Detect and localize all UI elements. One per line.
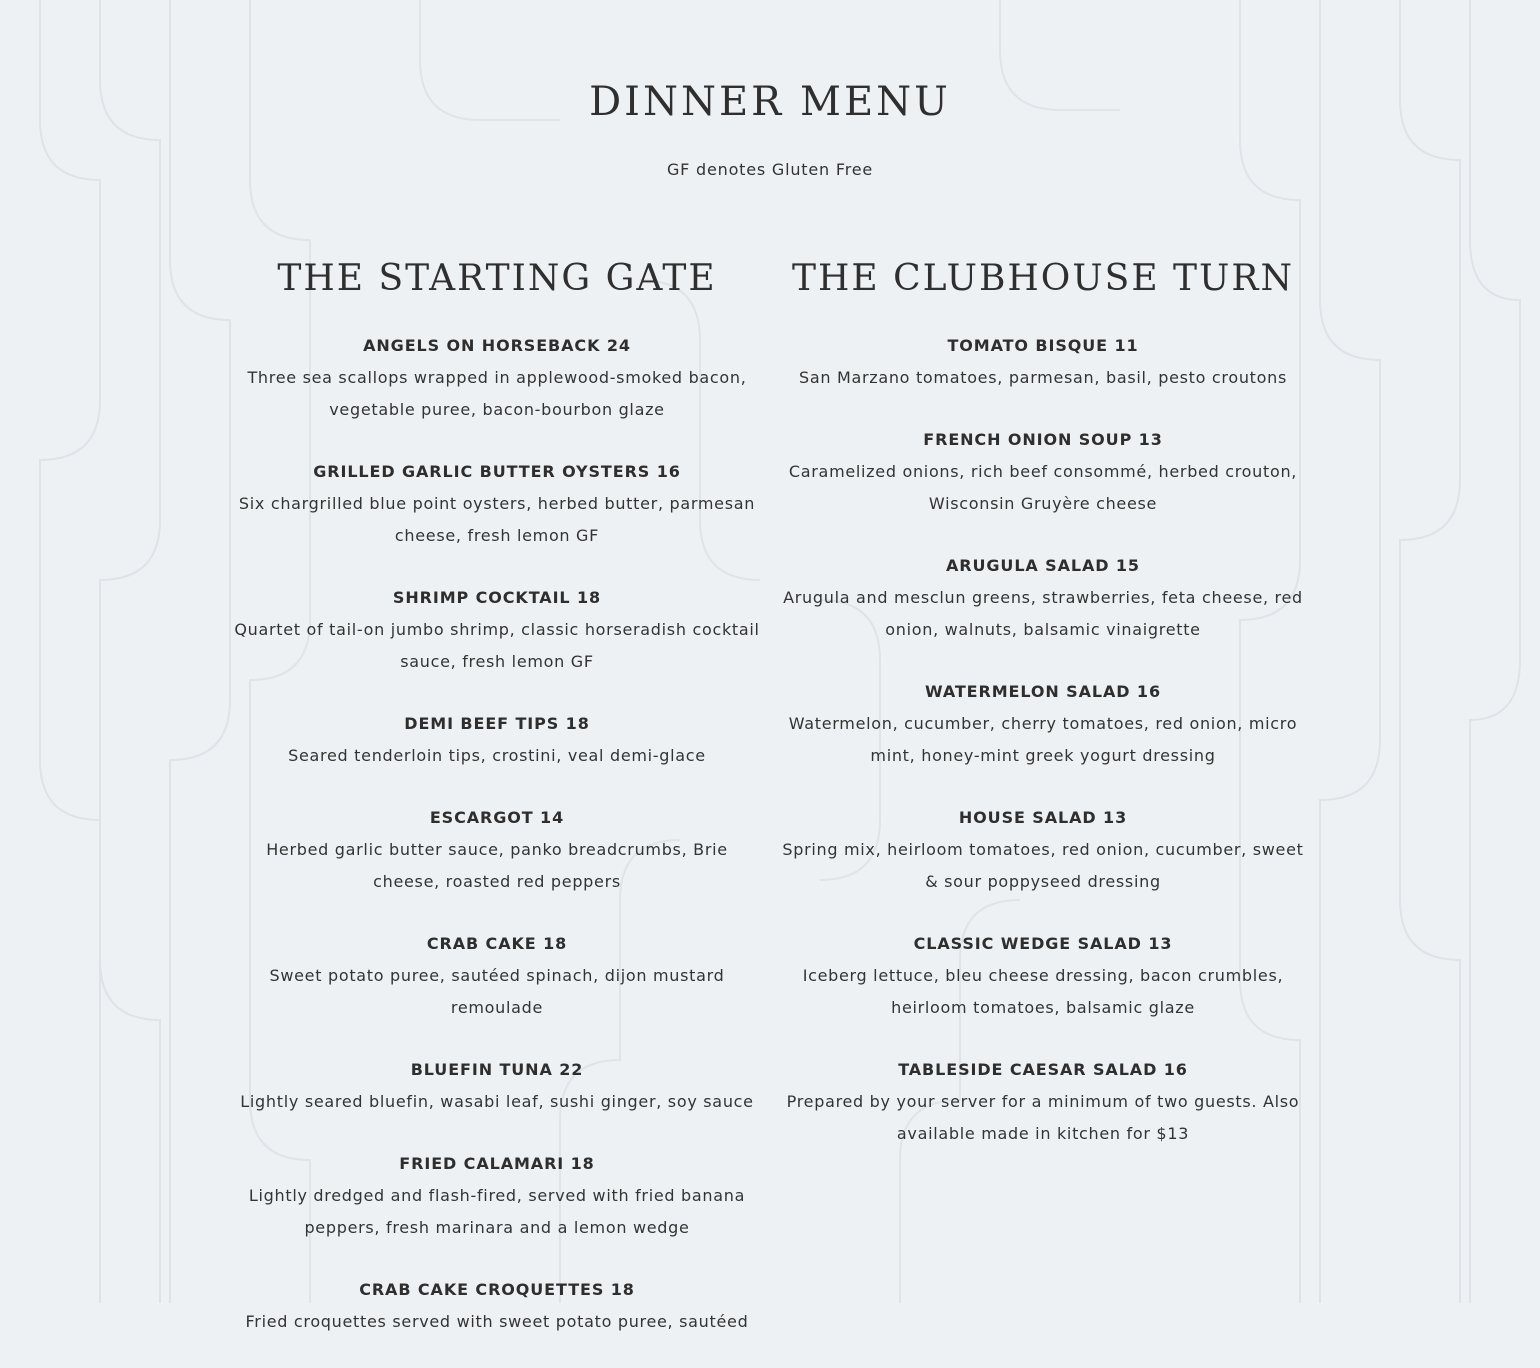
item-name: CRAB CAKE CROQUETTES 18	[359, 1280, 635, 1299]
item-name: ANGELS ON HORSEBACK 24	[363, 336, 631, 355]
menu-item	[778, 676, 1308, 772]
item-description: Fried croquettes served with sweet potato puree, sautéed	[245, 1312, 749, 1331]
item-name: ESCARGOT 14	[429, 808, 565, 827]
item-description: Sweet potato puree, sautéed spinach, dijon mustard remoulade	[269, 966, 725, 1017]
item-description: Seared tenderloin tips, crostini, veal demi-glace	[288, 746, 706, 765]
menu-item	[232, 928, 762, 1024]
item-name: FRENCH ONION SOUP 13	[923, 430, 1163, 449]
item-name: HOUSE SALAD 13	[958, 808, 1128, 827]
menu-item	[232, 708, 762, 772]
menu-item	[232, 1148, 762, 1244]
item-name: TOMATO BISQUE 11	[947, 336, 1139, 355]
section-starting-gate	[232, 254, 762, 1368]
item-name: FRIED CALAMARI 18	[399, 1154, 595, 1173]
item-description: Watermelon, cucumber, cherry tomatoes, red onion, micro mint, honey-mint greek yogurt dressing	[788, 714, 1298, 765]
item-name: TABLESIDE CAESAR SALAD 16	[898, 1060, 1188, 1079]
menu-item	[778, 928, 1308, 1024]
item-name: DEMI BEEF TIPS 18	[404, 714, 590, 733]
menu-item	[232, 1274, 762, 1338]
item-description: Three sea scallops wrapped in applewood-smoked bacon, vegetable puree, bacon-bourbon glaze	[247, 368, 747, 419]
item-name: CRAB CAKE 18	[426, 934, 568, 953]
item-description: Quartet of tail-on jumbo shrimp, classic horseradish cocktail sauce, fresh lemon GF	[234, 620, 760, 671]
menu-item	[778, 550, 1308, 646]
section-title: THE CLUBHOUSE TURN	[792, 258, 1294, 299]
item-name: CLASSIC WEDGE SALAD 13	[913, 934, 1173, 953]
item-description: Arugula and mesclun greens, strawberries, feta cheese, red onion, walnuts, balsamic vinaigrette	[783, 588, 1303, 639]
menu-item	[778, 330, 1308, 394]
item-description: Spring mix, heirloom tomatoes, red onion, cucumber, sweet & sour poppyseed dressing	[782, 840, 1304, 891]
item-description: Lightly seared bluefin, wasabi leaf, sushi ginger, soy sauce	[240, 1092, 754, 1111]
menu-item	[232, 330, 762, 426]
item-description: Prepared by your server for a minimum of two guests. Also available made in kitchen for $13	[786, 1092, 1300, 1143]
section-title: THE STARTING GATE	[277, 258, 717, 299]
item-name: BLUEFIN TUNA 22	[410, 1060, 584, 1079]
menu-item	[778, 802, 1308, 898]
item-description: San Marzano tomatoes, parmesan, basil, pesto croutons	[798, 368, 1288, 387]
item-name: GRILLED GARLIC BUTTER OYSTERS 16	[313, 462, 681, 481]
menu-item	[778, 1054, 1308, 1150]
item-description: Lightly dredged and flash-fired, served with fried banana peppers, fresh marinara and a lemon wedge	[248, 1186, 746, 1237]
item-description: Six chargrilled blue point oysters, herbed butter, parmesan cheese, fresh lemon GF	[238, 494, 756, 545]
gluten-free-note: GF denotes Gluten Free	[666, 160, 874, 179]
item-name: WATERMELON SALAD 16	[925, 682, 1161, 701]
section-clubhouse-turn	[778, 254, 1308, 1180]
menu-title: DINNER MENU	[589, 79, 951, 125]
item-description: Caramelized onions, rich beef consommé, herbed crouton, Wisconsin Gruyère cheese	[788, 462, 1298, 513]
item-name: SHRIMP COCKTAIL 18	[392, 588, 602, 607]
menu-item	[232, 802, 762, 898]
item-name: ARUGULA SALAD 15	[946, 556, 1140, 575]
menu-item	[232, 456, 762, 552]
item-description: Herbed garlic butter sauce, panko breadcrumbs, Brie cheese, roasted red peppers	[266, 840, 728, 891]
menu-item	[778, 424, 1308, 520]
item-description: Iceberg lettuce, bleu cheese dressing, bacon crumbles, heirloom tomatoes, balsamic glaze	[802, 966, 1284, 1017]
menu-item	[232, 582, 762, 678]
menu-item	[232, 1054, 762, 1118]
